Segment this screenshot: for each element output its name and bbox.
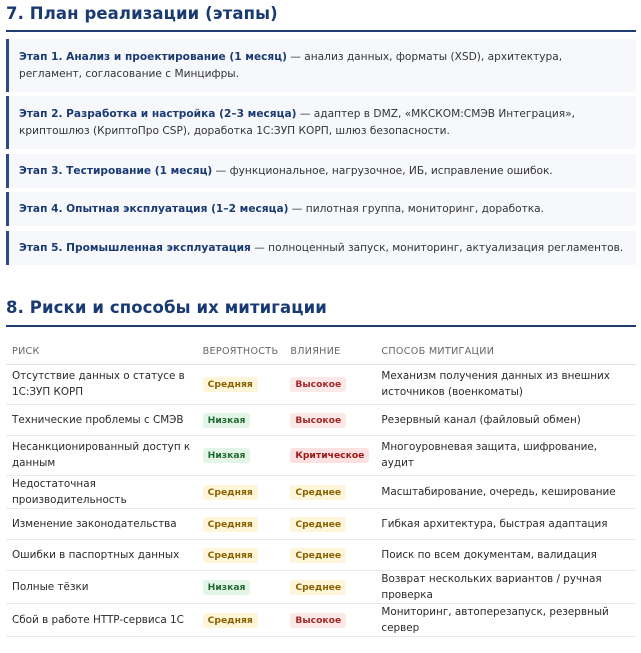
probability-badge: Средняя xyxy=(203,613,258,628)
probability-cell xyxy=(197,570,285,603)
table-row xyxy=(6,508,636,539)
header-risk: РИСК xyxy=(6,340,197,364)
mitigation-cell: Поиск по всем документам, валидация xyxy=(375,539,636,570)
section-8-rule xyxy=(6,325,636,327)
impact-cell xyxy=(284,404,375,435)
stage-3 xyxy=(6,154,636,188)
mitigation-cell: Возврат нескольких вариантов / ручная проверка xyxy=(375,570,636,603)
impact-badge: Среднее xyxy=(290,580,346,595)
mitigation-cell: Многоуровневая защита, шифрование, аудит xyxy=(375,435,636,475)
table-row xyxy=(6,404,636,435)
table-row xyxy=(6,475,636,508)
impact-cell xyxy=(284,603,375,636)
table-row xyxy=(6,539,636,570)
risk-cell: Отсутствие данных о статусе в 1С:ЗУП КОРП xyxy=(6,364,197,404)
probability-cell xyxy=(197,475,285,508)
mitigation-cell: Гибкая архитектура, быстрая адаптация xyxy=(375,508,636,539)
risks-table xyxy=(6,340,636,637)
stage-1-title: Этап 1. Анализ и проектирование (1 месяц) xyxy=(19,50,287,63)
mitigation-cell: Масштабирование, очередь, кеширование xyxy=(375,475,636,508)
probability-cell xyxy=(197,508,285,539)
probability-cell xyxy=(197,539,285,570)
table-header-row xyxy=(6,340,636,364)
stage-4-title: Этап 4. Опытная эксплуатация (1–2 месяца) xyxy=(19,202,289,215)
probability-cell xyxy=(197,435,285,475)
stage-3-title: Этап 3. Тестирование (1 месяц) xyxy=(19,164,213,177)
section-8-title: 8. Риски и способы их митигации xyxy=(6,298,327,317)
probability-badge: Средняя xyxy=(203,517,258,532)
probability-badge: Средняя xyxy=(203,377,258,392)
risk-cell: Недостаточная производительность xyxy=(6,475,197,508)
section-7-rule xyxy=(6,30,636,32)
mitigation-cell: Механизм получения данных из внешних источников (военкоматы) xyxy=(375,364,636,404)
risk-cell: Несанкционированный доступ к данным xyxy=(6,435,197,475)
stage-2-text: — адаптер в DMZ, «МКСКОМ:СМЭВ Интеграция», криптошлюз (КриптоПро CSP), доработка 1С:ЗУП КОРП, шлюз безопасности. xyxy=(19,107,576,137)
header-mitigation: СПОСОБ МИТИГАЦИИ xyxy=(375,340,636,364)
risk-cell: Изменение законодательства xyxy=(6,508,197,539)
mitigation-cell: Резервный канал (файловый обмен) xyxy=(375,404,636,435)
probability-badge: Средняя xyxy=(203,485,258,500)
probability-cell xyxy=(197,404,285,435)
stage-5 xyxy=(6,231,636,265)
risk-cell: Ошибки в паспортных данных xyxy=(6,539,197,570)
header-probability: ВЕРОЯТНОСТЬ xyxy=(197,340,285,364)
impact-badge: Критическое xyxy=(290,448,369,463)
probability-badge: Средняя xyxy=(203,548,258,563)
stage-1-text: — анализ данных, форматы (XSD), архитектура, регламент, согласование с Минцифры. xyxy=(19,50,563,80)
impact-cell xyxy=(284,364,375,404)
impact-badge: Высокое xyxy=(290,613,346,628)
risk-cell: Сбой в работе HTTP-сервиса 1С xyxy=(6,603,197,636)
impact-badge: Среднее xyxy=(290,548,346,563)
stage-5-text: — полноценный запуск, мониторинг, актуализация регламентов. xyxy=(250,241,624,254)
table-row xyxy=(6,570,636,603)
header-impact: ВЛИЯНИЕ xyxy=(284,340,375,364)
probability-badge: Низкая xyxy=(203,413,251,428)
table-row xyxy=(6,603,636,636)
impact-cell xyxy=(284,435,375,475)
section-7-title: 7. План реализации (этапы) xyxy=(6,4,278,23)
probability-cell xyxy=(197,364,285,404)
impact-cell xyxy=(284,570,375,603)
probability-cell xyxy=(197,603,285,636)
impact-cell xyxy=(284,475,375,508)
table-row xyxy=(6,435,636,475)
stage-3-text: — функциональное, нагрузочное, ИБ, исправление ошибок. xyxy=(212,164,553,177)
impact-badge: Высокое xyxy=(290,377,346,392)
impact-badge: Среднее xyxy=(290,485,346,500)
stage-1 xyxy=(6,39,636,92)
impact-badge: Среднее xyxy=(290,517,346,532)
impact-cell xyxy=(284,539,375,570)
impact-badge: Высокое xyxy=(290,413,346,428)
table-row xyxy=(6,364,636,404)
risk-cell: Технические проблемы с СМЭВ xyxy=(6,404,197,435)
stage-2-title: Этап 2. Разработка и настройка (2–3 месяца) xyxy=(19,107,297,120)
stage-4 xyxy=(6,192,636,226)
stage-2 xyxy=(6,96,636,149)
probability-badge: Низкая xyxy=(203,448,251,463)
stage-4-text: — пилотная группа, мониторинг, доработка. xyxy=(288,202,545,215)
risk-cell: Полные тёзки xyxy=(6,570,197,603)
probability-badge: Низкая xyxy=(203,580,251,595)
mitigation-cell: Мониторинг, автоперезапуск, резервный сервер xyxy=(375,603,636,636)
impact-cell xyxy=(284,508,375,539)
stage-5-title: Этап 5. Промышленная эксплуатация xyxy=(19,241,251,254)
